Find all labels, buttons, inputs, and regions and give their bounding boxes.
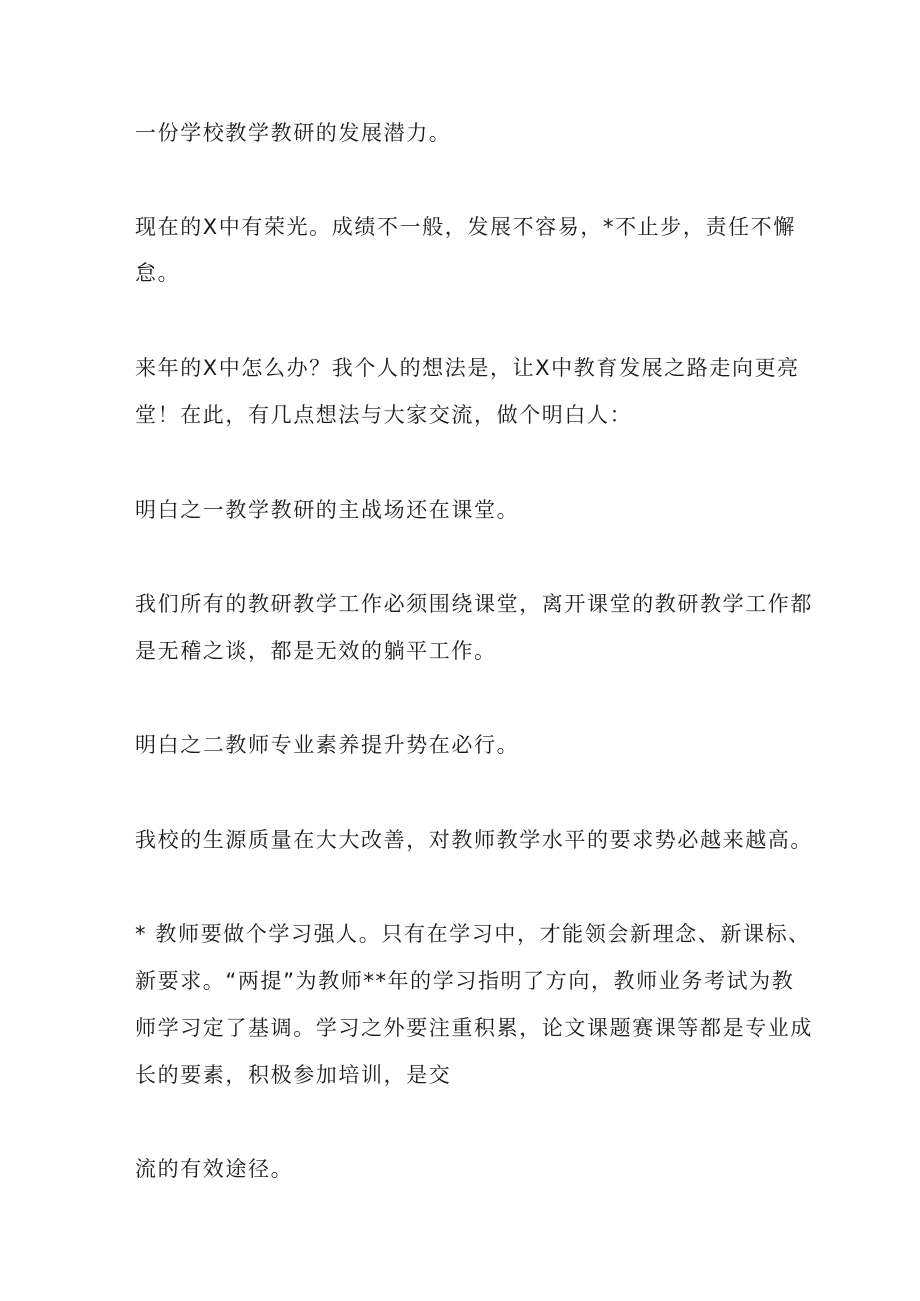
paragraph-line: 我们所有的教研教学工作必须围绕课堂，离开课堂的教研教学工作都 — [135, 592, 813, 616]
paragraph-heading: 明白之一教学教研的主战场还在课堂。 — [135, 498, 520, 522]
paragraph-heading: 明白之二教师专业素养提升势在必行。 — [135, 733, 520, 757]
paragraph-line: 堂！在此，有几点想法与大家交流，做个明白人： — [135, 403, 633, 427]
paragraph-line: * 教师要做个学习强人。只有在学习中，才能领会新理念、新课标、 — [135, 922, 811, 946]
paragraph-line: 现在的X中有荣光。成绩不一般，发展不容易，*不止步，责任不懈 — [135, 215, 796, 239]
paragraph-line: 来年的X中怎么办？我个人的想法是，让X中教育发展之路走向更亮 — [135, 356, 800, 380]
paragraph-line: 怠。 — [135, 261, 181, 285]
paragraph-line: 新要求。“两提”为教师**年的学习指明了方向，教师业务考试为教 — [135, 969, 795, 993]
paragraph-line: 流的有效途径。 — [135, 1157, 294, 1181]
paragraph-line: 师学习定了基调。学习之外要注重积累，论文课题赛课等都是专业成 — [135, 1016, 813, 1040]
paragraph-line: 长的要素，积极参加培训，是交 — [135, 1063, 452, 1087]
paragraph-line: 一份学校教学教研的发展潜力。 — [135, 121, 452, 145]
paragraph-line: 我校的生源质量在大大改善，对教师教学水平的要求势必越来越高。 — [135, 828, 813, 852]
paragraph-line: 是无稽之谈，都是无效的躺平工作。 — [135, 639, 497, 663]
